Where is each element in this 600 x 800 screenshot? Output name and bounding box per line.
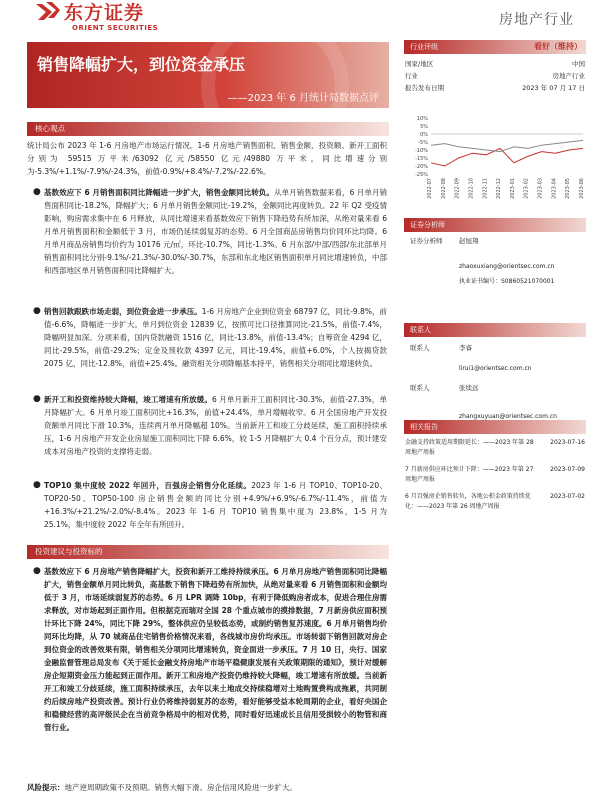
x-tick-label: 2022-10 xyxy=(468,178,475,199)
bullet-paragraph xyxy=(27,186,387,277)
report-title-link[interactable]: 7 月新房供应环比预计下降：——2023 年第 27 周地产周报 xyxy=(405,466,534,483)
analyst-header-label: 证券分析师 xyxy=(410,221,445,229)
info-value: 中国 xyxy=(572,60,585,68)
info-value: 房地产行业 xyxy=(552,72,585,80)
investment-label: 投资建议与投资标的 xyxy=(35,547,103,556)
industry-label: 房地产行业 xyxy=(499,12,574,28)
info-value: 2023 年 07 月 17 日 xyxy=(522,84,585,92)
contact-label: 联系人 xyxy=(410,384,430,392)
info-row xyxy=(405,82,585,94)
company-logo xyxy=(34,0,164,36)
bullet-dot-icon: ● xyxy=(33,306,41,316)
info-label: 报告发布日期 xyxy=(405,84,444,92)
bullet-heading: 新开工和投资维持较大降幅，竣工增速有所放缓。 xyxy=(44,395,212,404)
reports-header-label: 相关报告 xyxy=(410,423,438,431)
bullet-body: 从单月销售数据来看，6 月单月销售面积同比-18.2%，降幅扩大；6 月单月销售金额同比-19.2%，金额同比再度转负。22 年 Q2 受疫情影响，购房需求集中在 6 月释放，从同比增速来看基数效应下销售下降趋势有所加深，从绝对量来看 6 月单月销售面积和金额低于 3 月，市场仍延续弱复苏的态势。6 月全国商品房销售均价同环比均降。6 月单月商品房销售均价约为 10176 元/㎡，环比-10.7%，同比-1.3%。6 月东部/中部/西部/东北部单月销售面积同比分别-9.1%/-21.3%/-30.0%/-30.7%，东部和东北地区销售面积单月同比增速转负，中部和西部地区单月销售面积同比降幅扩大。 xyxy=(44,188,387,275)
y-tick-label: 5% xyxy=(420,124,428,130)
y-tick-label: -10% xyxy=(415,148,428,154)
bullet-heading: 销售回款跟跌市场走弱，到位资金进一步承压。 xyxy=(44,307,202,316)
bullet-dot-icon: ● xyxy=(33,480,41,490)
bullet-dot-icon: ● xyxy=(33,187,41,197)
risk-label: 风险提示： xyxy=(27,783,65,792)
report-item[interactable] xyxy=(405,492,585,514)
rating-value: 看好（维持） xyxy=(534,42,582,51)
series-line xyxy=(431,140,583,151)
rating-header-label: 行业评级 xyxy=(410,43,438,51)
contact-header xyxy=(404,323,586,337)
investment-header xyxy=(27,545,389,559)
bullet-dot-icon: ● xyxy=(33,394,41,404)
bullet-dot-icon: ● xyxy=(33,566,41,576)
bullet-paragraph xyxy=(27,479,387,531)
report-title-link[interactable]: 6 月百强房企销售转负，各地公积金政策持续优化：——2023 年第 26 周地产周报 xyxy=(405,493,531,510)
analyst-header xyxy=(404,218,586,232)
bullet-body: 1-6 月房地产企业到位资金 68797 亿，同比-9.8%，前值-6.6%，降幅进一步扩大。单月到位资金 12839 亿，按照可比口径推算同比-21.5%，前值-7.4%，降幅明显加深。分项来看，国内贷款融资 1516 亿，同比-13.8%，前值-13.4%；自筹资金 4294 亿，同比-29.5%，前值-29.2%；定金及预收款 4397 亿元，同比-19.4%，前值+6.0%，个人按揭贷款 2075 亿，同比-12.8%，前值+25.4%。融资相关分项降幅基本持平，销售相关分项同比增速转负。 xyxy=(44,307,387,368)
y-tick-label: -15% xyxy=(415,156,428,162)
x-tick-label: 2023-04 xyxy=(551,178,558,199)
report-date: 2023-07-09 xyxy=(550,466,585,473)
contact-name: 李睿 xyxy=(459,344,472,352)
logo-text-en: ORIENT SECURITIES xyxy=(72,24,159,32)
x-tick-label: 2022-09 xyxy=(454,178,461,199)
bullet-heading: 基数效应下 6 月销售面积同比降幅进一步扩大，销售金额同比转负。 xyxy=(44,188,274,197)
y-tick-label: 10% xyxy=(416,116,428,122)
analyst-license: 执业证书编号：S0860521070001 xyxy=(459,278,555,285)
contact-name: 张续远 xyxy=(459,384,479,392)
series-line xyxy=(431,148,583,166)
x-tick-label: 2022-12 xyxy=(496,178,503,199)
y-tick-label: -25% xyxy=(415,172,428,178)
logo-mark-icon xyxy=(34,0,60,22)
bullet-body: 6 月单月新开工面积同比-30.3%，前值-27.3%，单月降幅扩大。6 月单月竣工面积同比+16.3%，前值+24.4%，单月增幅收窄。6 月全国房地产开发投资额单月同比下滑 10.3%，连续两月单月降幅超 10%。当前新开工和竣工分歧延续，施工面积持续承压，1-6 月房地产开发企业房屋施工面积同比下降 6.6%，较 1-5 月降幅扩大 0.4 个百分点，预计建安成本对房地产投资的支撑将走弱。 xyxy=(44,395,387,456)
contact-email[interactable]: lirui1@orientsec.com.cn xyxy=(459,365,532,372)
core-view-label: 核心观点 xyxy=(35,124,65,133)
risk-text: 地产逆周期政策不及预期。销售大幅下滑。房企信用风险进一步扩大。 xyxy=(64,783,297,792)
report-subtitle: ——2023 年 6 月统计局数据点评 xyxy=(227,93,379,104)
x-tick-label: 2022-11 xyxy=(482,178,489,199)
intro-paragraph: 统计局公布 2023 年 1-6 月房地产市场运行情况。1-6 月房地产销售面积、销售金额、投资额、新开工面积分别为 59515 万平米/63092 亿元/58550 亿元/49880 万平米，同比增速分别为-5.3%/+1.1%/-7.9%/-24.3%，前值-0.9%/+8.4%/-7.2%/-22.6%。 xyxy=(27,141,387,176)
y-tick-label: -5% xyxy=(418,140,428,146)
y-tick-label: 0% xyxy=(420,132,428,138)
x-tick-label: 2023-05 xyxy=(565,178,572,199)
x-tick-label: 2023-01 xyxy=(509,178,516,199)
bullet-paragraph xyxy=(27,393,387,458)
logo-text-cn: 东方证券 xyxy=(64,2,145,24)
performance-chart xyxy=(405,110,587,210)
analyst-block xyxy=(410,236,586,306)
analyst-email[interactable]: zhaoxuxiang@orientsec.com.cn xyxy=(459,263,555,270)
info-row xyxy=(405,70,585,82)
bullet-paragraph xyxy=(27,305,387,370)
contacts-block xyxy=(410,343,586,453)
report-date: 2023-07-02 xyxy=(550,493,585,500)
analyst-name: 赵旭翔 xyxy=(459,237,479,245)
x-tick-label: 2022-07 xyxy=(427,178,433,199)
contact-email[interactable]: zhangxuyuan@orientsec.com.cn xyxy=(459,413,557,420)
report-item[interactable] xyxy=(405,438,585,460)
investment-body: 基数效应下 6 月房地产销售降幅扩大，投资和新开工维持持续承压。6 月单月房地产销售面积同比降幅扩大，销售金额单月同比转负，高基数下销售下降趋势有所加快，从绝对量来看 6 月销售面积和金额均低于 3 月，市场延续弱复苏的态势。6 月 LPR 调降 10bp，有利于降低购房者成本，促进合理住房需求释放，对市场起到正面作用。但根据克而瑞对全国 28 个重点城市的摸排数据，7 月新房供应面积预计环比下降 24%，同比下降 29%，整体供应仍呈较低态势，或制约销售复苏速度。6 月单月销售均价同环比均降，从 70 城商品住宅销售价格情况来看，各线城市房价均承压。市场转弱下销售回款对房企到位资金的改善效果有限，销售相关分项同比增速转负，资金面进一步承压。7 月 10 日，央行、国家金融监督管理总局发布《关于延长金融支持房地产市场平稳健康发展有关政策期限的通知》，预计对缓解房企短期资金压力能起到正面作用。新开工和房地产投资仍维持较大降幅，竣工增速有所放缓。当前新开工和竣工分歧延续，施工面积持续承压，去年以来土地成交持续稳增对土地购置费构成拖累，共同制约后续房地产投资改善。预计行业仍将维持弱复苏的态势，看好能够受益本轮周期的企业，看好央国企和稳健经营的高评级民企在当前竞争格局中的相对优势，同时看好迅速成长且信用受损较小的物管和商管行业。 xyxy=(44,567,387,732)
report-item[interactable] xyxy=(405,465,585,487)
x-tick-label: 2022-08 xyxy=(440,178,447,199)
core-view-header xyxy=(27,122,389,136)
info-row xyxy=(405,58,585,70)
info-table xyxy=(405,58,585,94)
bullet-heading: TOP10 集中度较 2022 年回升，百强房企销售分化延续。 xyxy=(44,481,252,490)
report-title: 销售降幅扩大，到位资金承压 xyxy=(37,55,246,74)
risk-note xyxy=(27,782,407,793)
reports-header xyxy=(404,420,586,434)
info-label: 行业 xyxy=(405,72,418,80)
report-title-link[interactable]: 金融支持政策适用期限延长：——2023 年第 28 周地产周报 xyxy=(405,439,534,456)
analyst-label: 证券分析师 xyxy=(410,237,443,245)
investment-paragraph xyxy=(27,565,387,734)
x-tick-label: 2023-02 xyxy=(523,178,530,199)
y-tick-label: -20% xyxy=(415,164,428,170)
x-tick-label: 2023-06 xyxy=(579,178,585,199)
info-label: 国家/地区 xyxy=(405,60,434,68)
rating-header xyxy=(404,40,586,54)
title-banner xyxy=(27,42,389,108)
page-header xyxy=(0,0,600,40)
contact-header-label: 联系人 xyxy=(410,326,431,334)
bullet-body: 2023 年 1-6 月 TOP10、TOP10-20、TOP20-50、TOP50-100 房企销售金额的同比分别+4.9%/+6.9%/-6.7%/-11.4%，前值为+16.3%/+21.2%/-2.0%/-8.4%。2023 年 1-6 月 TOP10 销售集中度为 23.8%，1-5 月为 25.1%，集中度较 2022 年全年有所回升。 xyxy=(44,481,387,529)
report-date: 2023-07-16 xyxy=(550,439,585,446)
contact-label: 联系人 xyxy=(410,344,430,352)
x-tick-label: 2023-03 xyxy=(537,178,544,199)
